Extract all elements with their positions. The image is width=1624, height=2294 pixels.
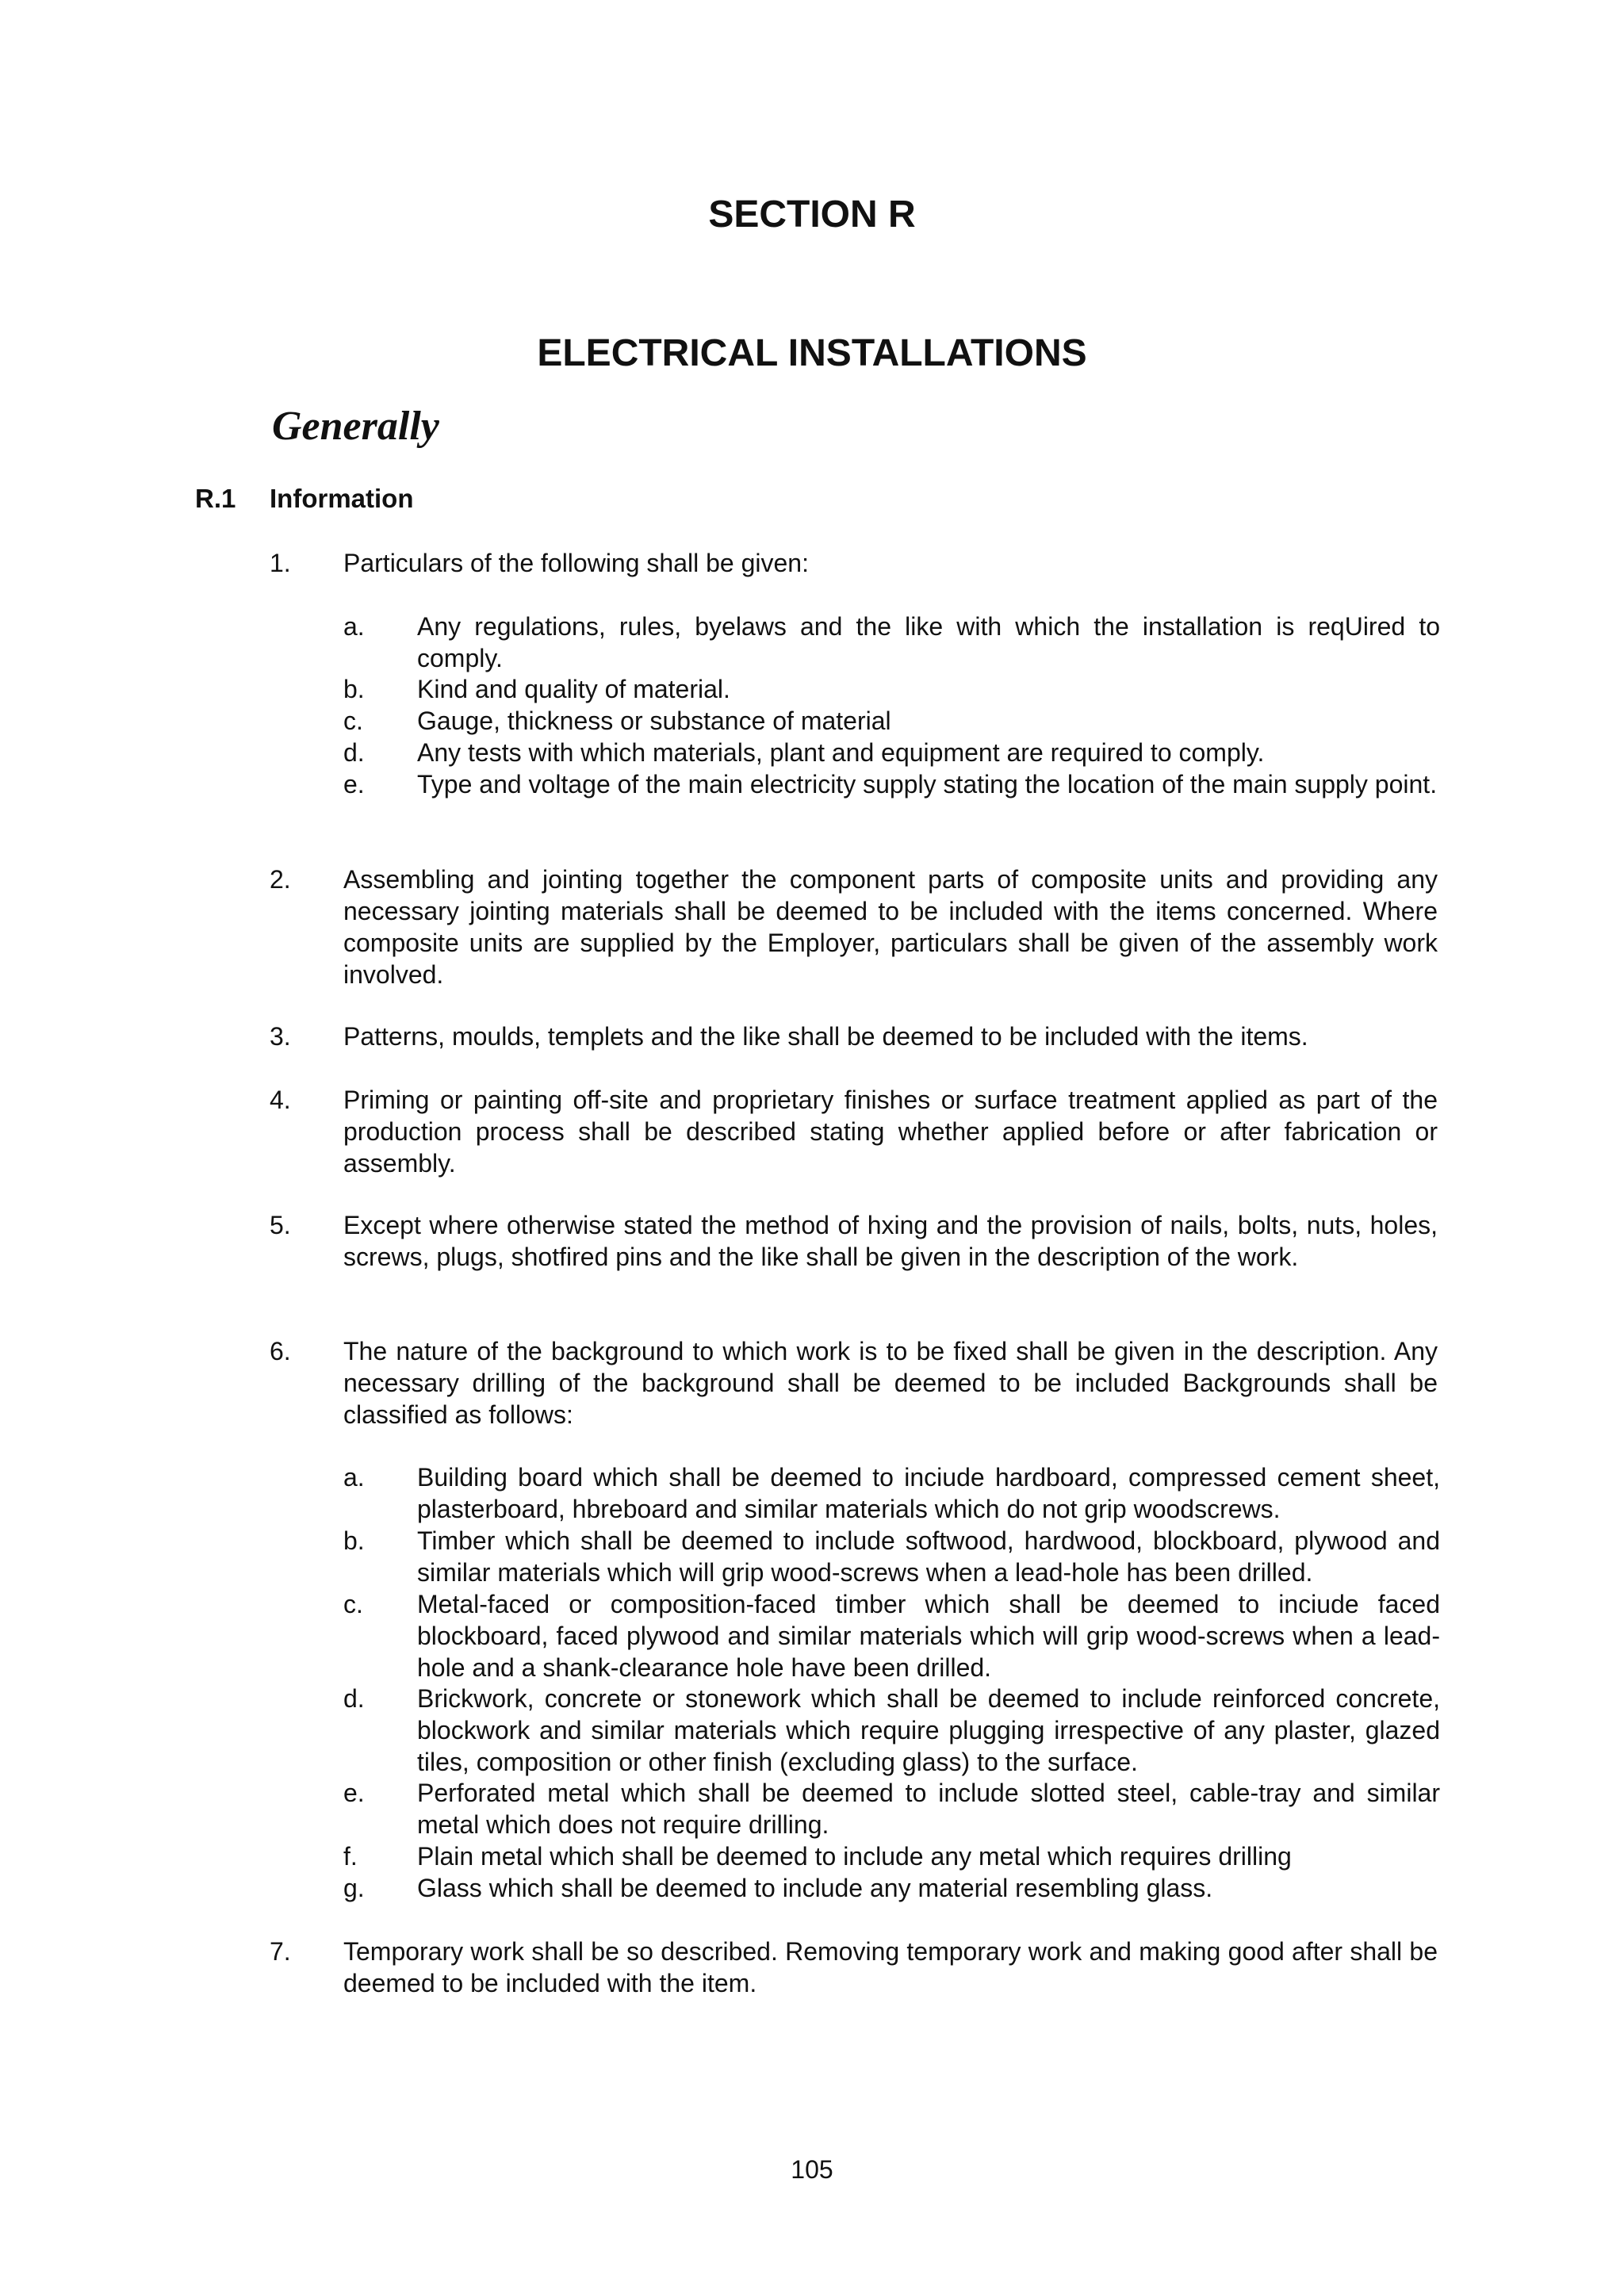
item-number: 5. bbox=[270, 1211, 291, 1239]
item-number: 4. bbox=[270, 1086, 291, 1114]
item-text: The nature of the background to which work is to be fixed shall be given in the description. Any necessary drilling of the background shall be deemed to be included Backgrounds shall be classified as follows: bbox=[343, 1337, 1438, 1429]
item-text: Patterns, moulds, templets and the like shall be deemed to be included with the items. bbox=[343, 1022, 1308, 1051]
item-text: Particulars of the following shall be given: bbox=[343, 549, 809, 577]
sub-item-text: Building board which shall be deemed to inciude hardboard, compressed cement sheet, plasterboard, hbreboard and similar materials which do not grip woodscrews. bbox=[417, 1463, 1440, 1523]
sub-item-letter: e. bbox=[343, 1779, 365, 1807]
clause-number: R.1 bbox=[195, 484, 236, 513]
sub-item-letter: d. bbox=[343, 1684, 365, 1713]
item-number: 1. bbox=[270, 549, 291, 577]
sub-item-letter: a. bbox=[343, 1463, 365, 1492]
sub-item-text: Metal-faced or composition-faced timber which shall be deemed to inciude faced blockboard, faced plywood and similar materials which will grip wood-screws when a lead-hole and a shank-clearance hole have been drilled. bbox=[417, 1590, 1440, 1682]
sub-item-text: Brickwork, concrete or stonework which shall be deemed to include reinforced concrete, blockwork and similar materials which require plugging irrespective of any plaster, glazed tiles, composition or other finish (excluding glass) to the surface. bbox=[417, 1684, 1440, 1776]
sub-item-letter: g. bbox=[343, 1874, 365, 1902]
sub-item-text: Glass which shall be deemed to include any material resembling glass. bbox=[417, 1874, 1213, 1902]
sub-item-text: Timber which shall be deemed to include softwood, hardwood, blockboard, plywood and similar materials which will grip wood-screws when a lead-hole has been drilled. bbox=[417, 1526, 1440, 1587]
page-number: 105 bbox=[791, 2155, 833, 2184]
item-text: Temporary work shall be so described. Removing temporary work and making good after shall be deemed to be included with the item. bbox=[343, 1937, 1438, 1997]
item-text: Except where otherwise stated the method of hxing and the provision of nails, bolts, nuts, holes, screws, plugs, shotfired pins and the like shall be given in the description of the work. bbox=[343, 1211, 1438, 1271]
sub-item-letter: c. bbox=[343, 1590, 363, 1618]
page-title: ELECTRICAL INSTALLATIONS bbox=[537, 332, 1087, 374]
sub-item-letter: a. bbox=[343, 612, 365, 641]
item-text: Assembling and jointing together the component parts of composite units and providing any necessary jointing materials shall be deemed to be included with the items concerned. Where composite units are supplied by the Employer, particulars shall be given of the assembly work involved. bbox=[343, 865, 1438, 989]
sub-item-letter: f. bbox=[343, 1842, 358, 1871]
item-number: 6. bbox=[270, 1337, 291, 1365]
sub-item-letter: b. bbox=[343, 1526, 365, 1555]
item-number: 7. bbox=[270, 1937, 291, 1966]
subheading: Generally bbox=[272, 404, 439, 449]
sub-item-text: Plain metal which shall be deemed to include any metal which requires drilling bbox=[417, 1842, 1292, 1871]
sub-item-letter: e. bbox=[343, 770, 365, 798]
sub-item-letter: c. bbox=[343, 707, 363, 735]
item-text: Priming or painting off-site and proprietary finishes or surface treatment applied as part of the production process shall be described stating whether applied before or after fabrication or assembly. bbox=[343, 1086, 1438, 1178]
item-number: 3. bbox=[270, 1022, 291, 1051]
sub-item-text: Gauge, thickness or substance of material bbox=[417, 707, 891, 735]
sub-item-letter: d. bbox=[343, 738, 365, 767]
sub-item-letter: b. bbox=[343, 675, 365, 703]
item-number: 2. bbox=[270, 865, 291, 894]
sub-item-text: Perforated metal which shall be deemed to include slotted steel, cable-tray and similar metal which does not require drilling. bbox=[417, 1779, 1440, 1839]
section-heading: SECTION R bbox=[708, 193, 916, 236]
clause-title: Information bbox=[270, 484, 414, 513]
sub-item-text: Type and voltage of the main electricity supply stating the location of the main supply point. bbox=[417, 770, 1438, 798]
sub-item-text: Kind and quality of material. bbox=[417, 675, 730, 703]
sub-item-text: Any regulations, rules, byelaws and the like with which the installation is reqUired to comply. bbox=[417, 612, 1440, 672]
sub-item-text: Any tests with which materials, plant and equipment are required to comply. bbox=[417, 738, 1265, 767]
